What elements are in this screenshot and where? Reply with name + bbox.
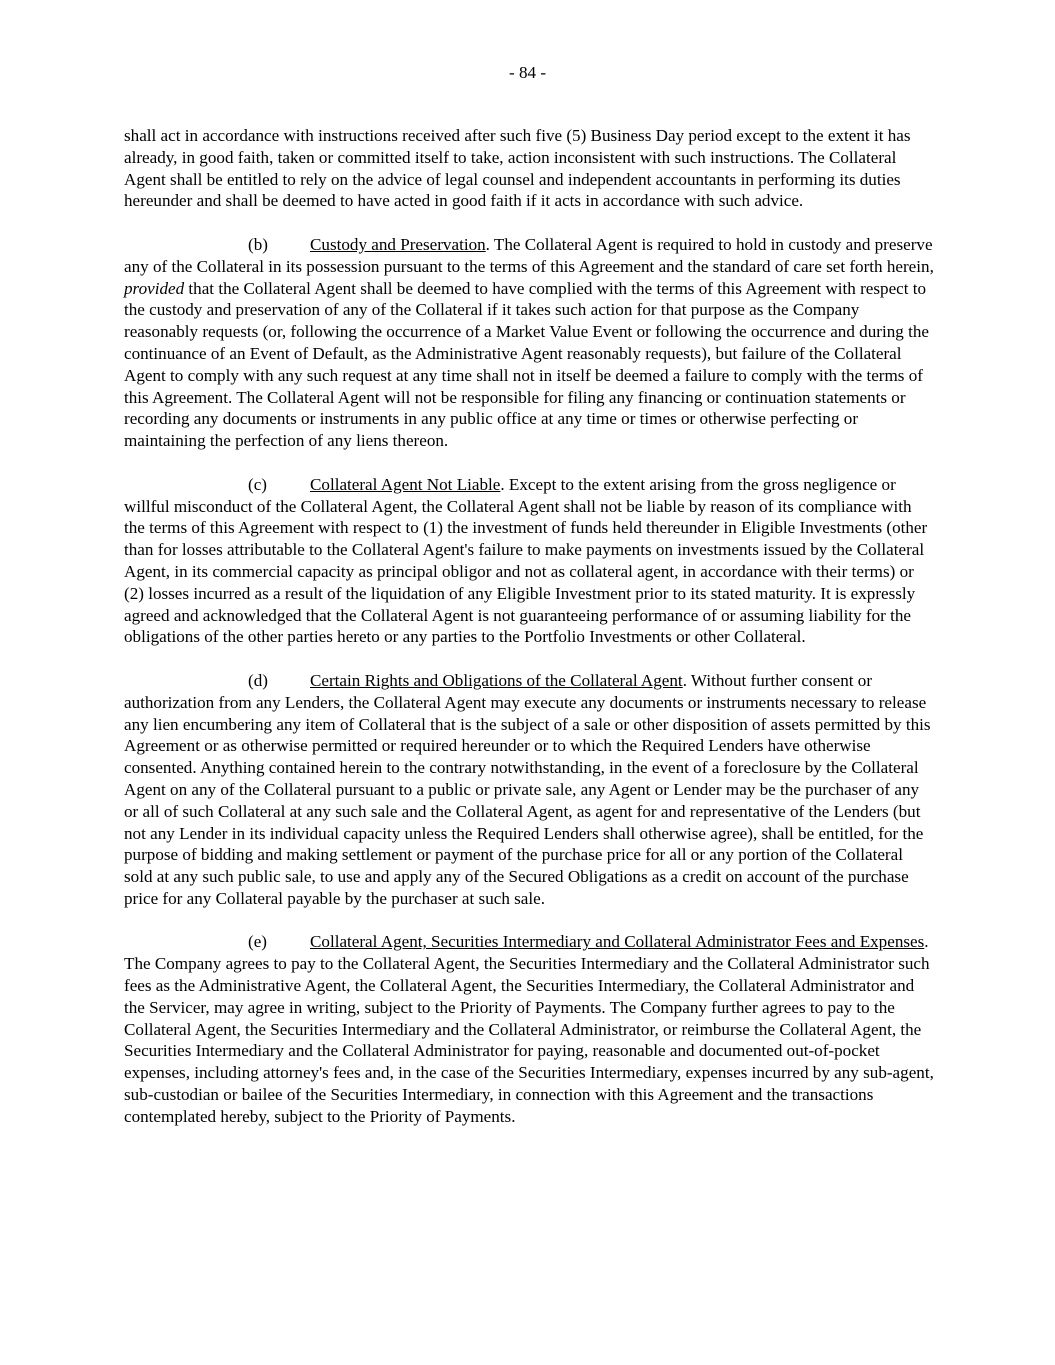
- section-c-heading: Collateral Agent Not Liable: [310, 474, 501, 494]
- section-e-heading: Collateral Agent, Securities Intermediary and Collateral Administrator Fees and Expenses: [310, 932, 925, 952]
- section-b-label: (b): [248, 234, 268, 254]
- section-d-label: (d): [248, 670, 268, 690]
- section-d-paragraph: [124, 670, 934, 910]
- section-e-label: (e): [248, 932, 267, 952]
- section-c-paragraph: [124, 474, 934, 648]
- section-c-text: . Except to the extent arising from the gross negligence or willful misconduct of the Collateral Agent, the Collateral Agent shall not be liable by reason of its compliance with the terms of this Agreement with respect to (1) the investment of funds held thereunder in Eligible Investments (other than for losses attributable to the Collateral Agent's failure to make payments on investments issued by the Collateral Agent, in its commercial capacity as principal obligor and not as collateral agent, in accordance with their terms) or (2) losses incurred as a result of the liquidation of any Eligible Investment prior to its stated maturity. It is expressly agreed and acknowledged that the Collateral Agent is not guaranteeing performance of or assuming liability for the obligations of the other parties hereto or any parties to the Portfolio Investments or other Collateral.: [124, 474, 928, 647]
- section-c-label: (c): [248, 474, 267, 494]
- page-number: - 84 -: [508, 63, 547, 82]
- section-b-text-2: that the Collateral Agent shall be deemed to have complied with the terms of this Agreement with respect to the custody and preservation of any of the Collateral if it takes such action for that purpose as the Company reasonably requests (or, following the occurrence of a Market Value Event or following the occurrence and during the continuance of an Event of Default, as the Administrative Agent reasonably requests), but failure of the Collateral Agent to comply with any such request at any time shall not in itself be deemed a failure to comply with the terms of this Agreement. The Collateral Agent will not be responsible for filing any financing or continuation statements or recording any documents or instruments in any public office at any time or times or otherwise perfecting or maintaining the perfection of any liens thereon.: [124, 278, 929, 451]
- intro-paragraph: shall act in accordance with instructions received after such five (5) Business Day period except to the extent it has already, in good faith, taken or committed itself to take, action inconsistent with such instructions. The Collateral Agent shall be entitled to rely on the advice of legal counsel and independent accountants in performing its duties hereunder and shall be deemed to have acted in good faith if it acts in accordance with such advice.: [124, 126, 911, 211]
- document-body: [124, 125, 934, 1149]
- section-e-paragraph: [124, 931, 934, 1127]
- section-e-text: . The Company agrees to pay to the Collateral Agent, the Securities Intermediary and the Collateral Administrator such fees as the Administrative Agent, the Collateral Agent, the Securities Intermediary, the Collateral Administrator and the Servicer, may agree in writing, subject to the Priority of Payments. The Company further agrees to pay to the Collateral Agent, the Securities Intermediary and the Collateral Administrator, or reimburse the Collateral Agent, the Securities Intermediary and the Collateral Administrator for paying, reasonable and documented out-of-pocket expenses, including attorney's fees and, in the case of the Securities Intermediary, expenses incurred by any sub-agent, sub-custodian or bailee of the Securities Intermediary, in connection with this Agreement and the transactions contemplated hereby, subject to the Priority of Payments.: [124, 932, 934, 1126]
- section-b-paragraph: [124, 234, 934, 452]
- section-d-text: . Without further consent or authorization from any Lenders, the Collateral Agent may execute any documents or instruments necessary to release any lien encumbering any item of Collateral that is the subject of a sale or other disposition of assets permitted by this Agreement or as otherwise permitted or required hereunder or to which the Required Lenders have otherwise consented. Anything contained herein to the contrary notwithstanding, in the event of a foreclosure by the Collateral Agent on any of the Collateral pursuant to a public or private sale, any Agent or Lender may be the purchaser of any or all of such Collateral at any such sale and the Collateral Agent, as agent for and representative of the Lenders (but not any Lender in its individual capacity unless the Required Lenders shall otherwise agree), shall be entitled, for the purpose of bidding and making settlement or payment of the purchase price for all or any portion of the Collateral sold at any such public sale, to use and apply any of the Secured Obligations as a credit on account of the purchase price for any Collateral payable by the purchaser at such sale.: [124, 670, 931, 908]
- section-b-text-1: . The Collateral Agent is required to hold in custody and preserve any of the Collateral in its possession pursuant to the terms of this Agreement and the standard of care set forth herein,: [124, 234, 934, 276]
- section-b-italic-term: provided: [124, 278, 185, 298]
- section-b-heading: Custody and Preservation: [310, 234, 486, 254]
- section-d-heading: Certain Rights and Obligations of the Collateral Agent: [310, 670, 683, 690]
